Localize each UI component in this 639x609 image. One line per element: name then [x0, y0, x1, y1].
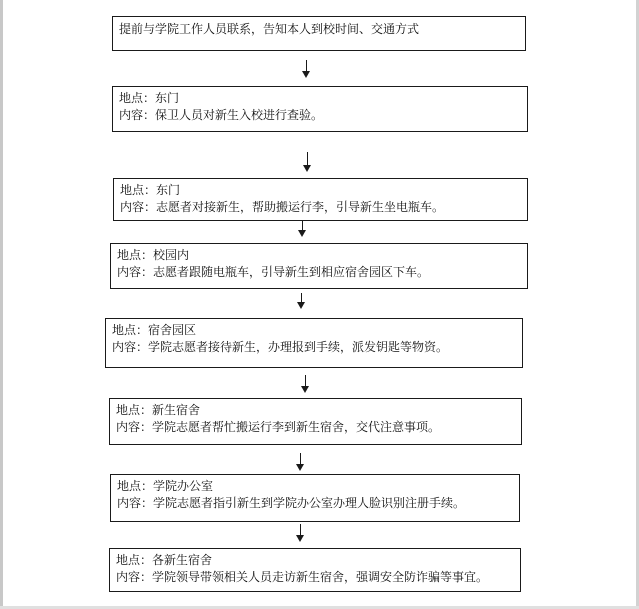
- flow-arrow-6: [296, 453, 306, 471]
- flow-step-8-box: [109, 548, 521, 592]
- flow-arrow-2: [303, 152, 313, 172]
- flow-arrow-1: [302, 60, 312, 78]
- flow-step-5-box: [105, 318, 523, 368]
- flow-step-8-location: 地点：各新生宿舍: [116, 553, 213, 567]
- flow-step-5-location: 地点：宿舍园区: [112, 323, 197, 337]
- flow-step-7-content: 内容：学院志愿者指引新生到学院办公室办理人脸识别注册手续。: [117, 496, 466, 510]
- flow-arrow-7: [296, 524, 306, 542]
- flow-arrow-5: [301, 375, 311, 393]
- flow-step-3-content: 内容：志愿者对接新生，帮助搬运行李，引导新生坐电瓶车。: [120, 200, 445, 214]
- flow-step-1-box: [112, 16, 526, 51]
- flow-arrow-4: [297, 293, 307, 309]
- flow-step-2-content: 内容：保卫人员对新生入校进行查验。: [119, 108, 324, 122]
- flow-arrow-3: [298, 221, 308, 237]
- flow-step-8-content: 内容：学院领导带领相关人员走访新生宿舍，强调安全防诈骗等事宜。: [116, 570, 489, 584]
- flow-step-7-location: 地点：学院办公室: [117, 479, 214, 493]
- flow-step-7-box: [110, 474, 520, 522]
- flow-step-6-box: [109, 398, 522, 445]
- flow-step-6-location: 地点：新生宿舍: [116, 403, 201, 417]
- flow-step-4-location: 地点：校园内: [117, 248, 190, 262]
- flow-step-6-content: 内容：学院志愿者帮忙搬运行李到新生宿舍，交代注意事项。: [116, 420, 441, 434]
- flow-step-1-text: 提前与学院工作人员联系，告知本人到校时间、交通方式: [119, 22, 420, 36]
- flow-step-4-content: 内容：志愿者跟随电瓶车，引导新生到相应宿舍园区下车。: [117, 265, 430, 279]
- flow-step-3-location: 地点：东门: [120, 183, 181, 197]
- flow-step-4-box: [110, 243, 528, 289]
- flow-step-2-box: [112, 86, 528, 132]
- page-edge-left: [0, 0, 3, 609]
- flow-step-5-content: 内容：学院志愿者接待新生，办理报到手续，派发钥匙等物资。: [112, 340, 449, 354]
- flow-step-3-box: [113, 178, 528, 221]
- flow-step-2-location: 地点：东门: [119, 91, 180, 105]
